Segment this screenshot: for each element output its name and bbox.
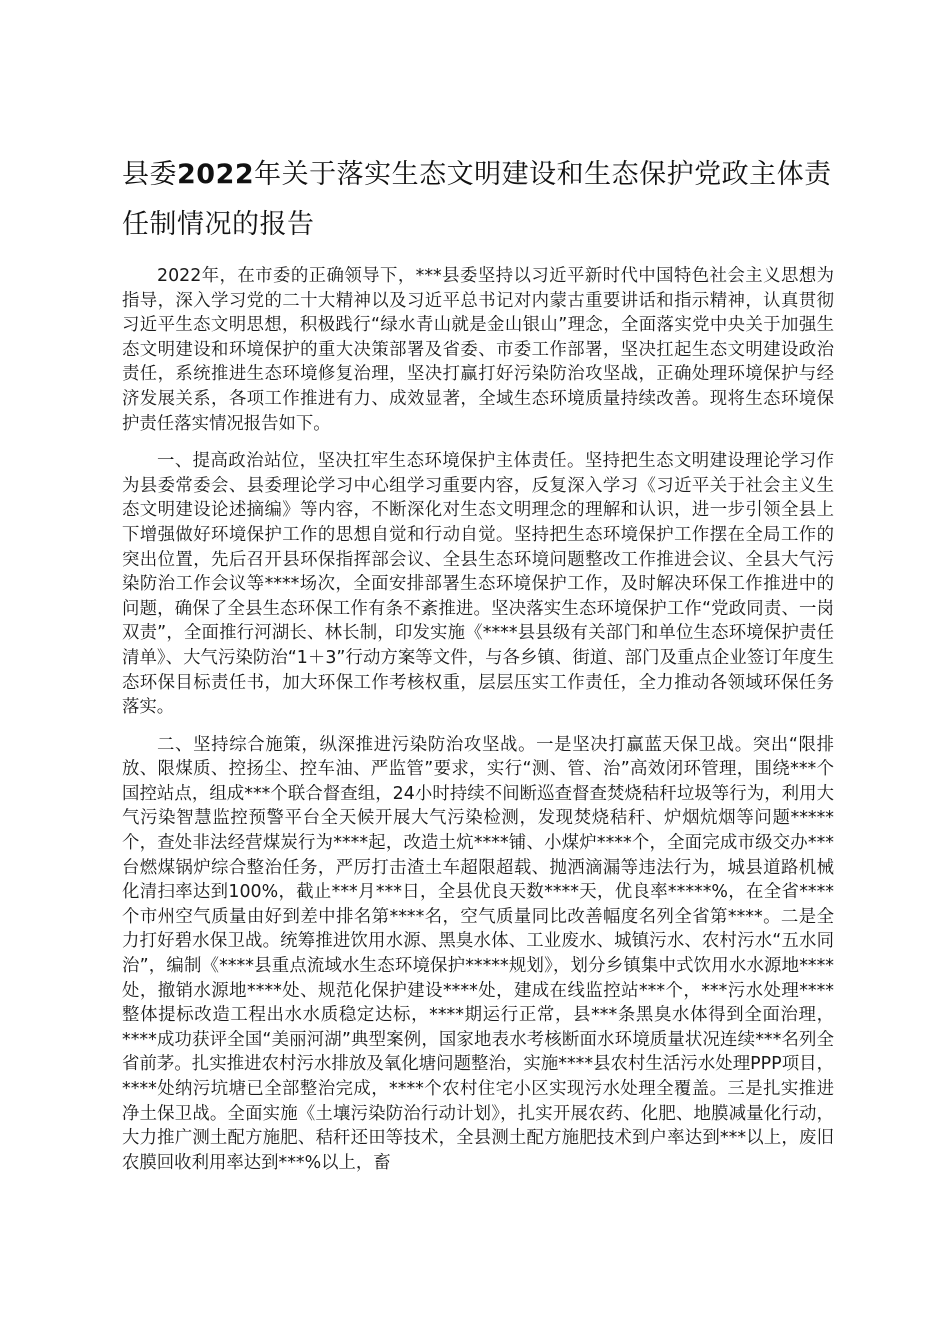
paragraph-intro: 2022年，在市委的正确领导下，***县委坚持以习近平新时代中国特色社会主义思想为指导，深入学习党的二十大精神以及习近平总书记对内蒙古重要讲话和指示精神，认真贯彻习近平生态文明思想，积极践行“绿水青山就是金山银山”理念，全面落实党中央关于加强生态文明建设和环境保护的重大决策部署及省委、市委工作部署，坚决扛起生态文明建设政治责任，系统推进生态环境修复治理，坚决打赢打好污染防治攻坚战，正确处理环境保护与经济发展关系，各项工作推进有力、成效显著，全域生态环境质量持续改善。现将生态环境保护责任落实情况报告如下。: [122, 266, 834, 434]
title-rest: 年关于落实生态文明建设和生态保护党政主体责任制情况的报告: [122, 159, 832, 240]
title-prefix: 县委: [122, 159, 177, 190]
paragraph-section-2: 二、坚持综合施策，纵深推进污染防治攻坚战。一是坚决打赢蓝天保卫战。突出“限排放、限煤质、控扬尘、控车油、严监管”要求，实行“测、管、治”高效闭环管理，围绕***个国控站点，组成***个联合督查组，24小时持续不间断巡查督查焚烧秸秆垃圾等行为，利用大气污染智慧监控预警平台全天候开展大气污染检测，发现焚烧秸秆、炉烟炕烟等问题*****个，查处非法经营煤炭行为****起，改造土炕****铺、小煤炉****个，全面完成市级交办***台燃煤锅炉综合整治任务，严厉打击渣土车超限超载、抛洒滴漏等违法行为，城县道路机械化清扫率达到100%，截止***月***日，全县优良天数****天，优良率*****%，在全省****个市州空气质量由好到差中排名第****名，空气质量同比改善幅度名列全省第****。二是全力打好碧水保卫战。统筹推进饮用水源、黑臭水体、工业废水、城镇污水、农村污水“五水同治”，编制《****县重点流域水生态环境保护*****规划》，划分乡镇集中式饮用水水源地****处，撤销水源地****处、规范化保护建设****处，建成在线监控站***个，***污水处理****整体提标改造工程出水水质稳定达标，****期运行正常，县***条黑臭水体得到全面治理，****成功获评全国“美丽河湖”典型案例，国家地表水考核断面水环境质量状况连续***名列全省前茅。扎实推进农村污水排放及氧化塘问题整治，实施****县农村生活污水处理PPP项目，****处纳污坑塘已全部整治完成，****个农村住宅小区实现污水处理全覆盖。三是扎实推进净土保卫战。全面实施《土壤污染防治行动计划》，扎实开展农药、化肥、地膜减量化行动，大力推广测土配方施肥、秸秆还田等技术，全县测土配方施肥技术到户率达到***以上，废旧农膜回收利用率达到***%以上，畜: [122, 734, 834, 1173]
paragraph-section-1: 一、提高政治站位，坚决扛牢生态环境保护主体责任。坚持把生态文明建设理论学习作为县委常委会、县委理论学习中心组学习重要内容，反复深入学习《习近平关于社会主义生态文明建设论述摘编》等内容，不断深化对生态文明理念的理解和认识，进一步引领全县上下增强做好环境保护工作的思想自觉和行动自觉。坚持把生态环境保护工作摆在全局工作的突出位置，先后召开县环保指挥部会议、全县生态环境问题整改工作推进会议、全县大气污染防治工作会议等****场次，全面安排部署生态环境保护工作，及时解决环保工作推进中的问题，确保了全县生态环保工作有条不紊推进。坚决落实生态环境保护工作“党政同责、一岗双责”，全面推行河湖长、林长制，印发实施《****县县级有关部门和单位生态环境保护责任清单》、大气污染防治“1＋3”行动方案等文件，与各乡镇、街道、部门及重点企业签订年度生态环保目标责任书，加大环保工作考核权重，层层压实工作责任，全力推动各领域环保任务落实。: [122, 451, 834, 718]
title-year: 2022: [177, 159, 255, 190]
document-page: [122, 0, 834, 1175]
document-title: [122, 150, 834, 250]
